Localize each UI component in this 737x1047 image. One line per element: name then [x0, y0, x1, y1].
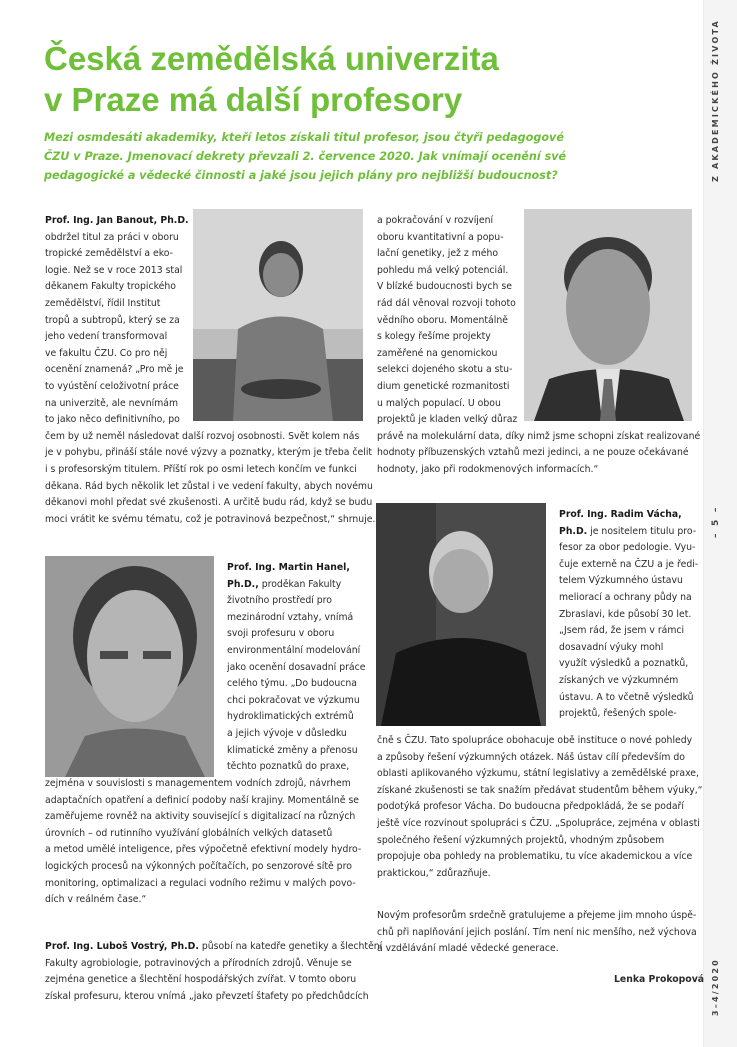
- banout-line: obdržel titul za práci v oboru: [45, 231, 179, 243]
- vostry-continuation: [377, 213, 700, 479]
- vostry-line: Fakulty agrobiologie, potravinových a přírodních zdrojů. Věnuje se: [45, 957, 352, 969]
- vostry-line: hodnoty, jako při rodokmenových informacích.“: [377, 463, 599, 475]
- title-line-1: Česká zemědělská univerzita: [44, 40, 499, 77]
- photo-martin-hanel: [45, 556, 214, 777]
- hanel-name-2: Ph.D.,: [227, 578, 259, 590]
- vacha-line: ještě více rozvinout spolupráci s ČZU. „Spolupráce, zejména v oblasti: [377, 817, 700, 829]
- vacha-line: ústavu. A to včetně výsledků: [559, 691, 694, 703]
- hanel-line: zaměřujeme rovněž na aktivity související s digitalizací na různých: [45, 811, 356, 823]
- banout-line: na univerzitě, ale nevnímám: [45, 397, 179, 409]
- banout-line: je v pohybu, přináší stále nové výzvy a poznatky, kterým je třeba čelit: [45, 447, 373, 459]
- vostry-line: rád dál věnoval rozvoji tohoto: [377, 297, 516, 309]
- hanel-line: těchto poznatků do praxe,: [227, 761, 350, 773]
- vacha-line: čuje externě na ČZU a je ředi-: [559, 558, 699, 570]
- photo-radim-vacha: [376, 503, 546, 726]
- vacha-line: získané zkušenosti se tak snažím předávat studentům během výuky,“: [377, 784, 703, 796]
- vostry-line: dium genetické rozmanitosti: [377, 380, 510, 392]
- title-line-2: v Praze má další profesory: [44, 81, 463, 118]
- banout-name: Prof. Ing. Jan Banout, Ph.D.: [45, 215, 189, 226]
- hanel-line: jako ocenění dosavadní práce: [227, 661, 366, 673]
- vacha-line: Zbraslavi, kde působí 30 let.: [559, 608, 692, 620]
- section-label: Z AKADEMICKÉHO ŽIVOTA: [711, 19, 720, 182]
- vacha-line: „Jsem rád, že jsem v rámci: [559, 625, 685, 637]
- vostry-section: [45, 939, 382, 1005]
- vostry-line: projektů je kladen velký důraz: [377, 414, 518, 426]
- vacha-line: čně s ČZU. Tato spolupráce obohacuje obě instituce o nové pohledy: [377, 735, 693, 746]
- hanel-line: úrovních – od rutinního využívání globálních velkých datasetů: [45, 827, 333, 839]
- vacha-line: získaných ve výzkumném: [559, 674, 679, 686]
- hanel-line: životního prostředí pro: [227, 595, 332, 607]
- vacha-line: oblasti aplikovaného výzkumu, státní legislativy a zemědělské praxe,: [377, 768, 699, 780]
- vostry-line: u malých populací. U obou: [377, 397, 501, 409]
- hanel-line: a jejich vývoje v důsledku: [227, 727, 347, 739]
- hanel-line: celého týmu. „Do budoucna: [227, 678, 357, 690]
- vacha-section-narrow: [559, 507, 698, 723]
- vacha-line: společného řešení výzkumných projektů, vhodným způsobem: [377, 834, 665, 846]
- banout-section: [45, 213, 375, 528]
- vostry-line: selekci dojeného skotu a stu-: [377, 364, 513, 376]
- hanel-line: klimatické změny a přenosu: [227, 744, 358, 756]
- banout-line: i s profesorským titulem. Příští rok po osmi letech končím ve funkci: [45, 463, 357, 475]
- banout-line: tropické zemědělství a eko-: [45, 248, 174, 260]
- vostry-line: pohledu má velký potenciál.: [377, 264, 509, 276]
- banout-line: děkana. Rád bych několik let zůstal i ve vedení fakulty, abych novému: [45, 480, 373, 492]
- vacha-section-wide: [377, 733, 703, 882]
- vostry-line: V blízké budoucnosti bych se: [377, 281, 512, 293]
- lead-line: ČZU v Praze. Jmenovací dekrety převzali 2. července 2020. Jak vnímají ocenění své: [44, 150, 567, 163]
- banout-line: děkanovi mohl předat své zkušenosti. A určitě budu rád, když se budu: [45, 497, 373, 509]
- vacha-line: meliorací a ochrany půdy na: [559, 591, 692, 603]
- author-signature: Lenka Prokopová: [614, 974, 705, 985]
- vostry-line: zaměřené na genomickou: [377, 347, 498, 359]
- hanel-role: proděkan Fakulty: [258, 578, 342, 590]
- vacha-line: projektů, řešených spole-: [559, 708, 677, 720]
- vostry-line: lační genetiky, jež z mého: [377, 248, 499, 260]
- vostry-line: a pokračování v rozvíjení: [377, 215, 494, 226]
- hanel-line: zejména v souvislosti s managementem vodních zdrojů, návrhem: [45, 778, 351, 789]
- hanel-line: monitoring, optimalizaci a regulaci vodního režimu v malých povo-: [45, 877, 356, 889]
- hanel-line: environmentální modelování: [227, 644, 361, 656]
- vostry-role: působí na katedře genetiky a šlechtění: [198, 941, 383, 952]
- vostry-line: právě na molekulární data, díky nimž jsme schopni získat realizované: [377, 430, 701, 442]
- vacha-role: je nositelem titulu pro-: [587, 525, 697, 537]
- closing-paragraph: [377, 908, 697, 958]
- banout-line: moci vrátit ke svému tématu, což je potravinová bezpečnost,“ shrnuje.: [45, 513, 376, 525]
- banout-line: tropů a subtropů, který se za: [45, 314, 180, 326]
- hanel-line: mezinárodní vztahy, vnímá: [227, 611, 354, 623]
- page-number: – 5 –: [711, 505, 721, 538]
- hanel-section-wide: [45, 776, 361, 909]
- closing-line: Novým profesorům srdečně gratulujeme a přejeme jim mnoho úspě-: [377, 910, 697, 921]
- closing-line: a vzdělávání mladé vědecké generace.: [377, 943, 559, 955]
- hanel-line: logických procesů na výkonných počítačích, po senzorové sítě pro: [45, 860, 352, 872]
- banout-line: ocenění znamená? „Pro mě je: [45, 364, 184, 376]
- vacha-line: podotýká profesor Vácha. Do budoucna předpokládá, že se podaří: [377, 801, 684, 813]
- vostry-line: s kolegy řešíme projekty: [377, 331, 491, 343]
- hanel-section-narrow: [227, 560, 365, 776]
- article-title: [44, 38, 684, 120]
- vacha-line: telem Výzkumného ústavu: [559, 575, 683, 587]
- hanel-line: hydroklimatických extrémů: [227, 711, 354, 723]
- banout-line: to jako něco definitivního, po: [45, 414, 180, 426]
- banout-line: čem by už neměl následovat další rozvoj osobnosti. Svět kolem nás: [45, 430, 360, 442]
- vacha-name-2: Ph.D.: [559, 525, 588, 537]
- banout-line: zemědělství, řídil Institut: [45, 297, 161, 309]
- issue-number: 3–4/2020: [711, 958, 720, 1016]
- vostry-line: získal profesuru, kterou vnímá „jako převzetí štafety po předchůdcích: [45, 990, 369, 1002]
- hanel-line: svoji profesuru v oboru: [227, 628, 335, 640]
- hanel-line: chci pokračovat ve výzkumu: [227, 694, 360, 706]
- vacha-name: Prof. Ing. Radim Vácha,: [559, 509, 682, 520]
- vacha-line: a způsoby řešení výzkumných otázek. Náš ústav cílí především do: [377, 751, 685, 763]
- closing-line: chů při naplňování jejich poslání. Tím není nic menšího, než výchova: [377, 926, 697, 938]
- banout-line: ve fakultu ČZU. Co pro něj: [45, 347, 168, 359]
- lead-line: pedagogické a vědecké činnosti a jaké jsou jejich plány pro nejbližší budoucnost?: [44, 169, 558, 182]
- vacha-line: dosavadní výuky mohl: [559, 641, 664, 653]
- article-lead: [44, 128, 684, 185]
- vacha-line: využít výsledků a poznatků,: [559, 658, 689, 670]
- vacha-line: fesor za obor pedologie. Vyu-: [559, 542, 696, 554]
- vacha-line: propojuje oba pohledy na problematiku, tu více akademickou a více: [377, 851, 693, 863]
- banout-line: logie. Než se v roce 2013 stal: [45, 264, 183, 276]
- hanel-line: a metod umělé inteligence, přes výpočetně efektivní modely hydro-: [45, 844, 362, 856]
- banout-line: to vyústění celoživotní práce: [45, 380, 179, 392]
- vostry-line: oboru kvantitativní a popu-: [377, 231, 504, 243]
- vacha-line: praktickou,“ zdůrazňuje.: [377, 867, 491, 879]
- vostry-line: zejména genetice a šlechtění hospodářských zvířat. V tomto oboru: [45, 974, 357, 986]
- hanel-name: Prof. Ing. Martin Hanel,: [227, 562, 350, 573]
- vostry-name: Prof. Ing. Luboš Vostrý, Ph.D.: [45, 941, 199, 952]
- lead-line: Mezi osmdesáti akademiky, kteří letos získali titul profesor, jsou čtyři pedagogové: [44, 131, 564, 144]
- vostry-line: hodnoty příbuzenských vztahů mezi jedinci, a ne pouze očekávané: [377, 447, 689, 459]
- hanel-line: adaptačních opatření a definicí podoby naší krajiny. Momentálně se: [45, 794, 360, 806]
- vostry-line: vědního oboru. Momentálně: [377, 314, 508, 326]
- banout-line: děkanem Fakulty tropického: [45, 281, 176, 293]
- banout-line: jeho vedení transformoval: [45, 331, 168, 343]
- hanel-line: dích v reálném čase.“: [45, 894, 147, 906]
